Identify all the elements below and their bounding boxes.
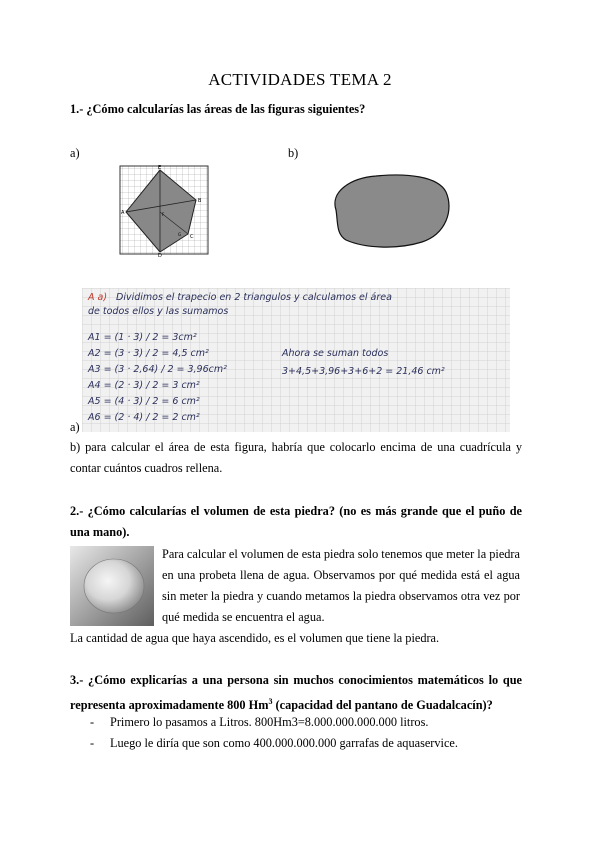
vertex-label: G [178,232,182,237]
bullet-marker: - [90,736,95,750]
answer-a-label: a) [70,420,80,434]
figure-a-polygon-grid [116,162,212,258]
answer-2: Para calcular el volumen de esta piedra solo tenemos que meter la piedra en una probeta llena de agua. Observamos por qué medida está el agua sin meter la piedra y cuando metamos la piedra observamos otra vez por qué medida se encuentra el agua. [162,547,520,624]
hw-line-2: A2 = (3 · 3) / 2 = 4,5 cm² [88,348,209,359]
figure-b-blob [326,170,456,252]
question-3 [70,670,522,716]
hw-line-5: A5 = (4 · 3) / 2 = 6 cm² [88,396,200,407]
hw-sum: 3+4,5+3,96+3+6+2 = 21,46 cm² [282,366,445,377]
answer-2-conclusion: La cantidad de agua que haya ascendido, es el volumen que tiene la piedra. [70,631,440,645]
question-3-text: 3.- ¿Cómo explicarías a una persona sin muchos conocimientos matemáticos lo que representa aproximadamente 800 Hm [70,673,522,713]
label-a: a) [70,146,80,160]
page-title: ACTIVIDADES TEMA 2 [208,70,392,89]
vertex-label: D [158,253,162,258]
hw-line-3: A3 = (3 · 2,64) / 2 = 3,96cm² [88,364,227,375]
hw-intro: Dividimos el trapecio en 2 triangulos y calculamos el área [116,292,392,303]
vertex-label: B [198,198,202,204]
bullet-text: Primero lo pasamos a Litros. 800Hm3=8.000.000.000.000 litros. [110,715,429,729]
hw-sum-label: Ahora se suman todos [282,348,389,359]
list-item [90,733,520,754]
question-1: 1.- ¿Cómo calcularías las áreas de las figuras siguientes? [70,102,366,116]
bullet-list [90,712,520,754]
hw-intro-prefix: A a) [88,292,108,303]
vertex-label: C [190,234,194,240]
hw-line-6: A6 = (2 · 4) / 2 = 2 cm² [88,412,200,423]
bullet-text: Luego le diría que son como 400.000.000.000 garrafas de aquaservice. [110,736,458,750]
handwritten-answer-image [82,288,510,432]
question-2: 2.- ¿Cómo calcularías el volumen de esta piedra? (no es más grande que el puño de una mano). [70,504,522,539]
hw-intro-line2: de todos ellos y las sumamos [88,306,229,317]
stone-photo [70,546,154,626]
answer-b: b) para calcular el área de esta figura, habría que colocarlo encima de una cuadrícula y contar cuántos cuadros rellena. [70,440,522,475]
label-b: b) [288,146,299,160]
question-3-sup: 3 [268,697,273,706]
vertex-label: F [162,212,165,217]
vertex-label: E [158,165,162,171]
list-item [90,712,520,733]
vertex-label: A [121,210,125,216]
hw-line-4: A4 = (2 · 3) / 2 = 3 cm² [88,380,200,391]
question-3-text-end: (capacidad del pantano de Guadalcacín)? [272,698,493,713]
bullet-marker: - [90,715,95,729]
hw-line-1: A1 = (1 · 3) / 2 = 3cm² [88,332,197,343]
